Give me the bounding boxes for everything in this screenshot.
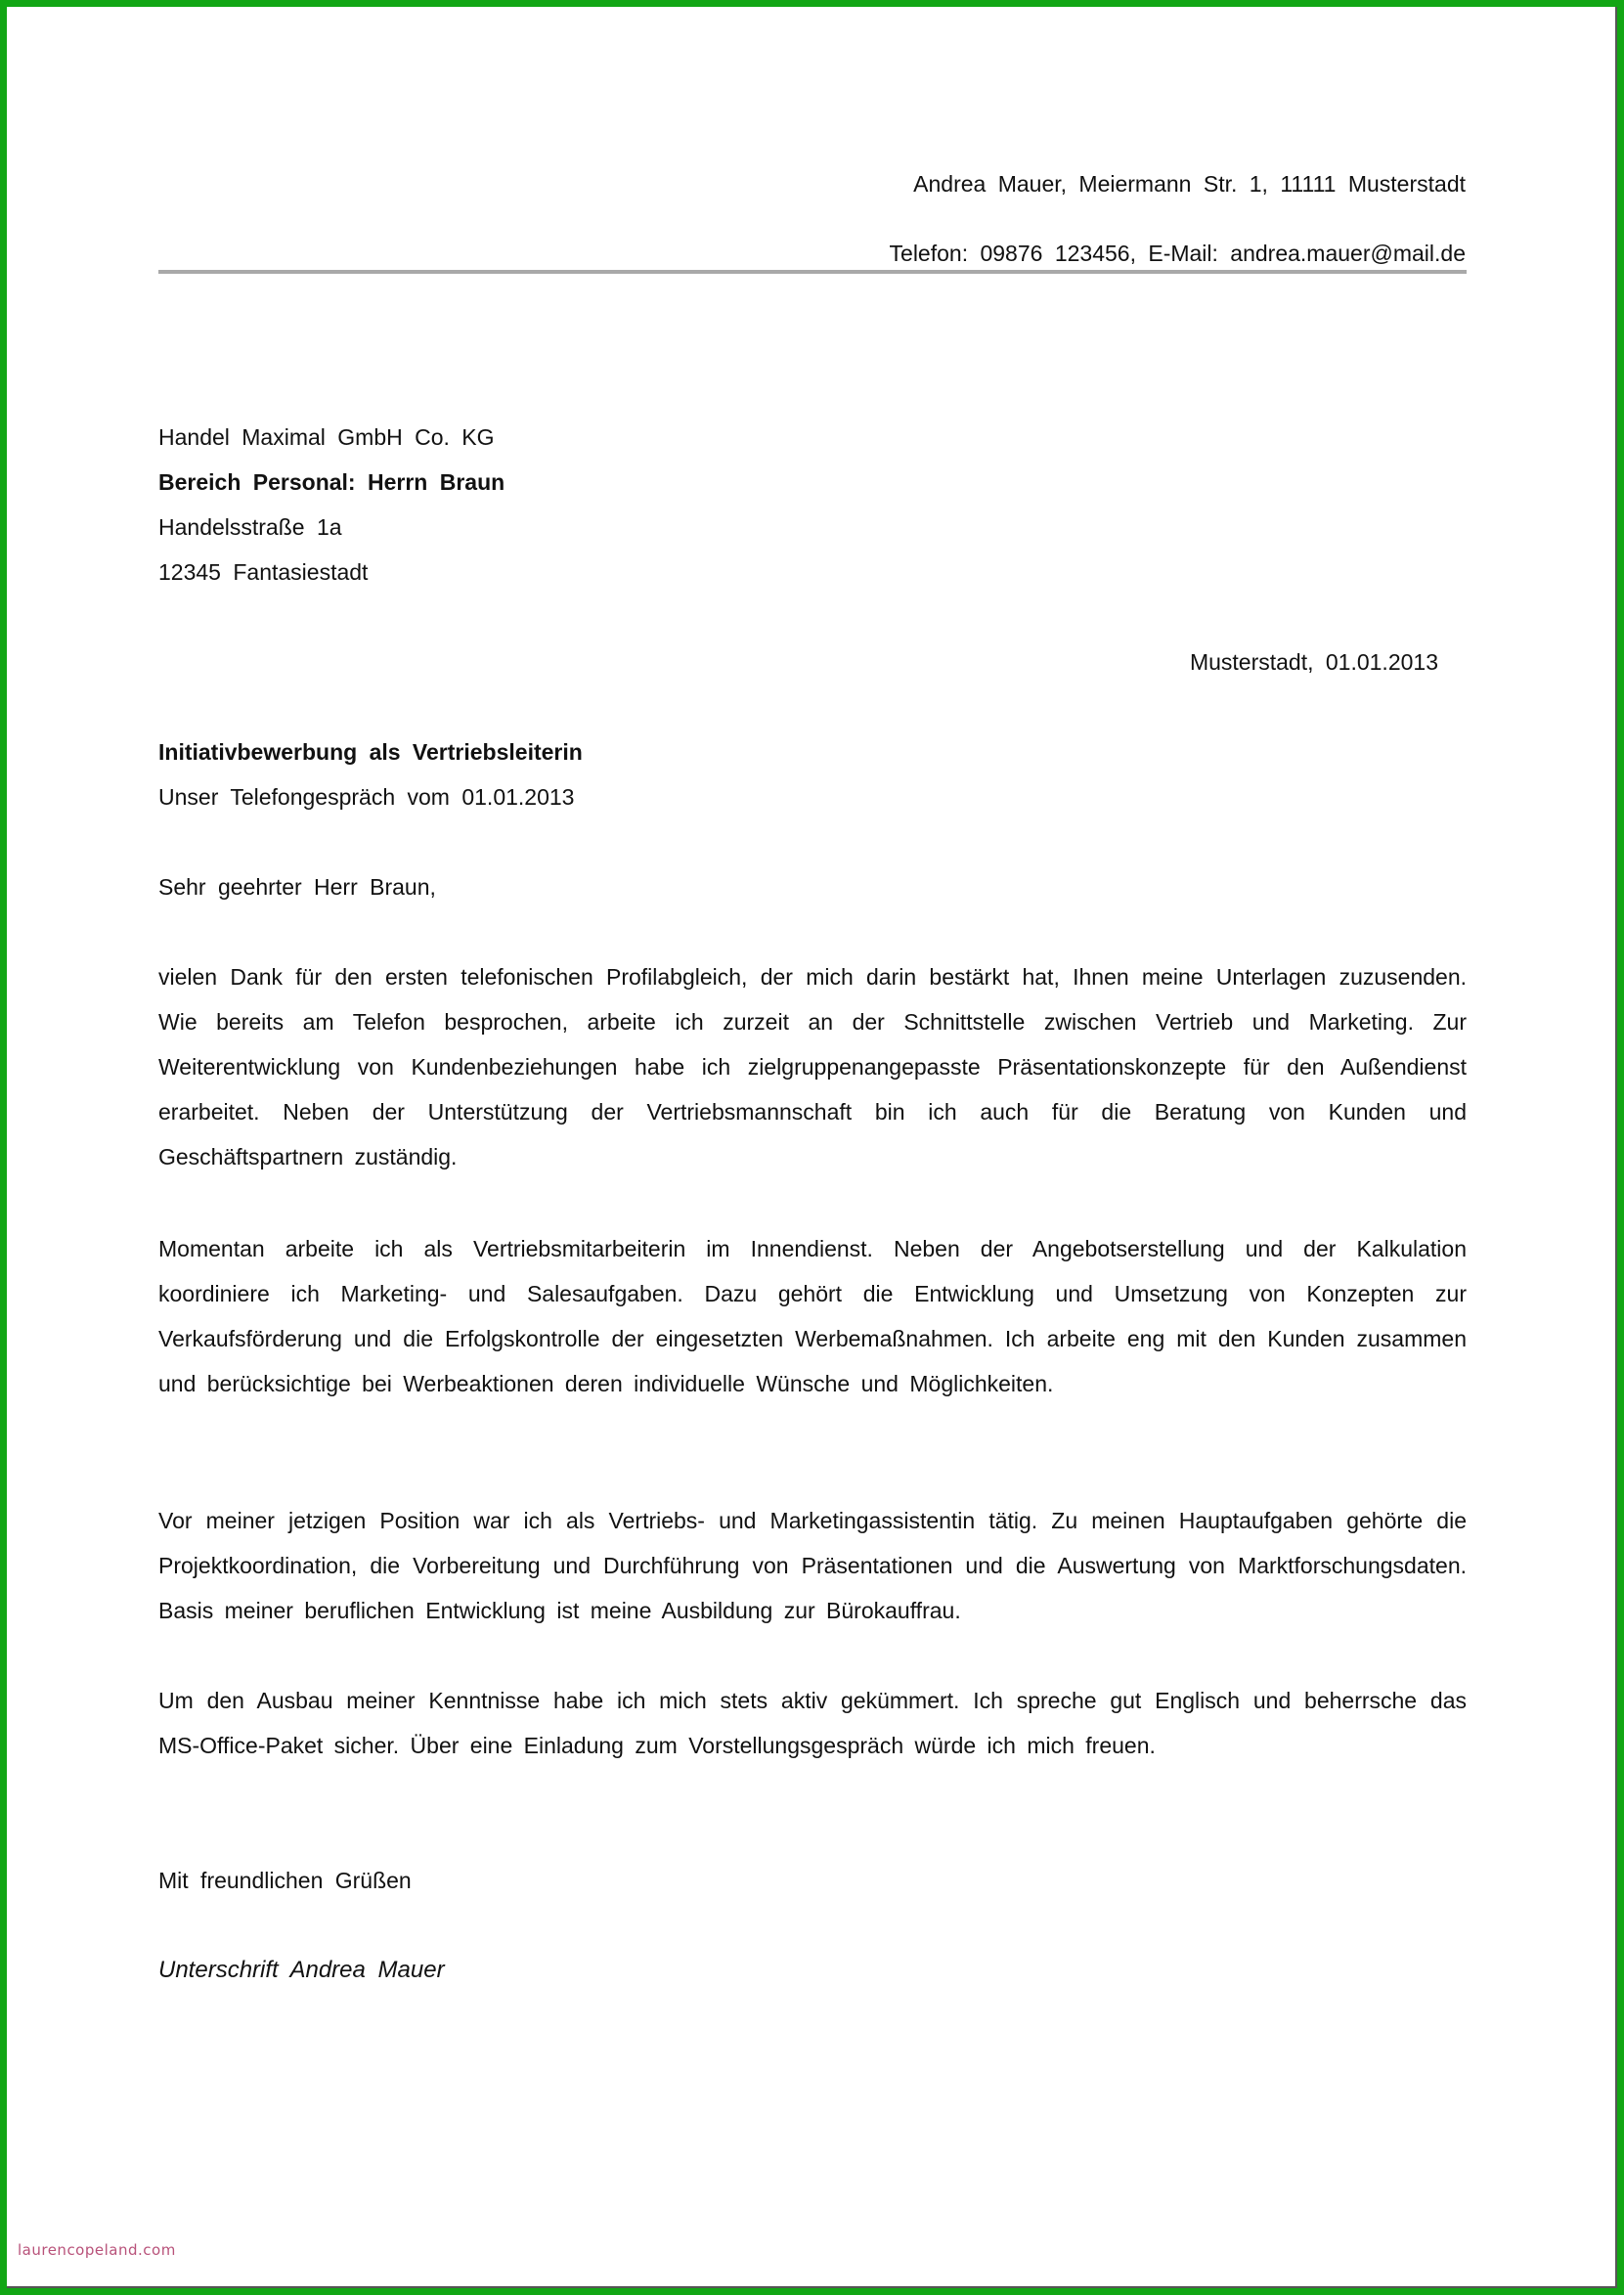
- watermark-text: laurencopeland.com: [18, 2241, 176, 2259]
- recipient-department: Bereich Personal: Herrn Braun: [158, 469, 505, 495]
- body-paragraph-1: vielen Dank für den ersten telefonischen Profilabgleich, der mich darin bestärkt hat, Ihnen meine Unterlagen zuzusenden. Wie bereits am Telefon besprochen, arbeite ich zurzeit an der Schnittstelle zwischen Vertrieb und Marketing. Zur Weiterentwicklung von Kundenbeziehungen habe ich zielgruppenangepasste Präsentationskonzepte für den Außendienst erarbeitet. Neben der Unterstützung der Vertriebsmannschaft bin ich auch für die Beratung von Kunden und Geschäftspartnern zuständig.: [158, 964, 1467, 1170]
- body-paragraph-4: Um den Ausbau meiner Kenntnisse habe ich mich stets aktiv gekümmert. Ich spreche gut Englisch und beherrsche das MS-Office-Paket sicher. Über eine Einladung zum Vorstellungsgespräch würde ich mich freuen.: [158, 1688, 1467, 1758]
- sender-contact: Telefon: 09876 123456, E-Mail: andrea.mauer@mail.de: [889, 241, 1466, 266]
- body-paragraph-3: Vor meiner jetzigen Position war ich als Vertriebs- und Marketingassistentin tätig. Zu meinen Hauptaufgaben gehörte die Projektkoordination, die Vorbereitung und Durchführung von Präsentationen und die Auswertung von Marktforschungsdaten. Basis meiner beruflichen Entwicklung ist meine Ausbildung zur Bürokauffrau.: [158, 1508, 1467, 1623]
- header-divider: [158, 270, 1467, 274]
- recipient-city: 12345 Fantasiestadt: [158, 559, 369, 585]
- salutation: Sehr geehrter Herr Braun,: [158, 874, 436, 900]
- body-paragraph-2: Momentan arbeite ich als Vertriebsmitarbeiterin im Innendienst. Neben der Angebotserstellung und der Kalkulation koordiniere ich Marketing- und Salesaufgaben. Dazu gehört die Entwicklung und Umsetzung von Konzepten zur Verkaufsförderung und die Erfolgskontrolle der eingesetzten Werbemaßnahmen. Ich arbeite eng mit den Kunden zusammen und berücksichtige bei Werbeaktionen deren individuelle Wünsche und Möglichkeiten.: [158, 1236, 1467, 1396]
- sender-address: Andrea Mauer, Meiermann Str. 1, 11111 Musterstadt: [913, 171, 1466, 197]
- signature: Unterschrift Andrea Mauer: [158, 1957, 445, 1983]
- recipient-company: Handel Maximal GmbH Co. KG: [158, 424, 495, 450]
- letter-subject: Initiativbewerbung als Vertriebsleiterin: [158, 739, 583, 765]
- letter-date: Musterstadt, 01.01.2013: [1189, 649, 1438, 675]
- letter-reference: Unser Telefongespräch vom 01.01.2013: [158, 784, 575, 810]
- closing-formula: Mit freundlichen Grüßen: [158, 1868, 412, 1893]
- recipient-street: Handelsstraße 1a: [158, 514, 342, 540]
